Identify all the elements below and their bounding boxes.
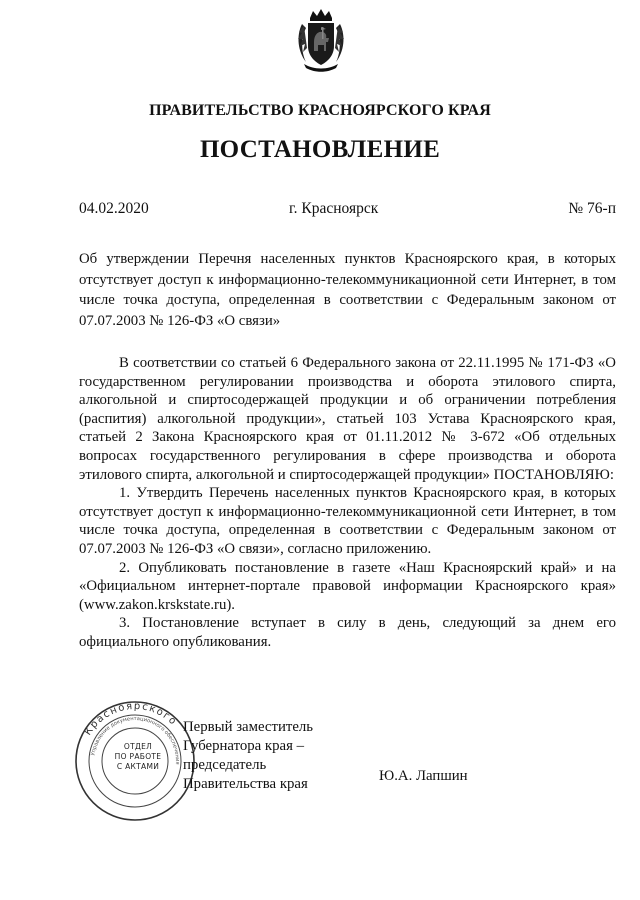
signer-position-line: председатель [183, 757, 267, 773]
signer-position-line: Первый заместитель [183, 719, 314, 735]
signer-name: Ю.А. Лапшин [379, 768, 468, 784]
document-title: Об утверждении Перечня населенных пунктов Красноярского края, в которых отсутствует доступ к информационно-телекоммуникационной сети Интернет, в том числе точка доступа, определенная в соответствии с Федеральным законом от 07.07.2003 № 126-ФЗ «О связи» [79, 251, 616, 329]
stamp-center-line: С АКТАМИ [116, 762, 160, 771]
document-number: № 76-п [568, 200, 616, 217]
document-type-heading: ПОСТАНОВЛЕНИЕ [199, 136, 441, 163]
coat-of-arms-icon [296, 8, 346, 74]
preamble-paragraph: В соответствии со статьей 6 Федерального закона от 22.11.1995 № 171-ФЗ «О государственном регулировании производства и оборота этилового спирта, алкогольной и спиртосодержащей продукции и об ограничении потребления (распития) алкогольной продукции», статьей 103 Устава Красноярского края, статьей 2 Закона Красноярского края от 01.11.2012 № 3-672 «Об отдельных вопросах государственного регулирования в сфере производства и оборота этилового спирта, алкогольной и спиртосодержащей продукции» ПОСТАНОВЛЯЮ: [79, 355, 616, 483]
stamp-center-text [108, 742, 168, 772]
signer-position-line: Правительства края [183, 776, 308, 792]
resolution-item-3: 3. Постановление вступает в силу в день, следующий за днем его официального опубликования. [79, 615, 616, 650]
resolution-item-2: 2. Опубликовать постановление в газете «Наш Красноярский край» и на «Официальном интернет-портале правовой информации Красноярского края» (www.zakon.krskstate.ru). [79, 559, 616, 613]
government-title: ПРАВИТЕЛЬСТВО КРАСНОЯРСКОГО КРАЯ [149, 102, 491, 119]
document-body [79, 354, 616, 652]
document-city: г. Красноярск [289, 200, 379, 217]
signature-block [183, 718, 313, 794]
resolution-item-1: 1. Утвердить Перечень населенных пунктов Красноярского края, в которых отсутствует доступ к информационно-телекоммуникационной сети Интернет, в том числе точка доступа, определенная в соответствии с Федеральным законом от 07.07.2003 № 126-ФЗ «О связи», согласно приложению. [79, 485, 616, 557]
signer-position-line: Губернатора края – [183, 738, 304, 754]
document-meta [79, 200, 616, 222]
stamp-inner-text: Управление документационного обеспечения [90, 715, 181, 765]
stamp-outer-text: Красноярского [82, 700, 180, 738]
stamp-center-line: ПО РАБОТЕ [114, 752, 162, 761]
stamp-center-line: ОТДЕЛ [123, 742, 153, 751]
document-date: 04.02.2020 [79, 200, 149, 217]
